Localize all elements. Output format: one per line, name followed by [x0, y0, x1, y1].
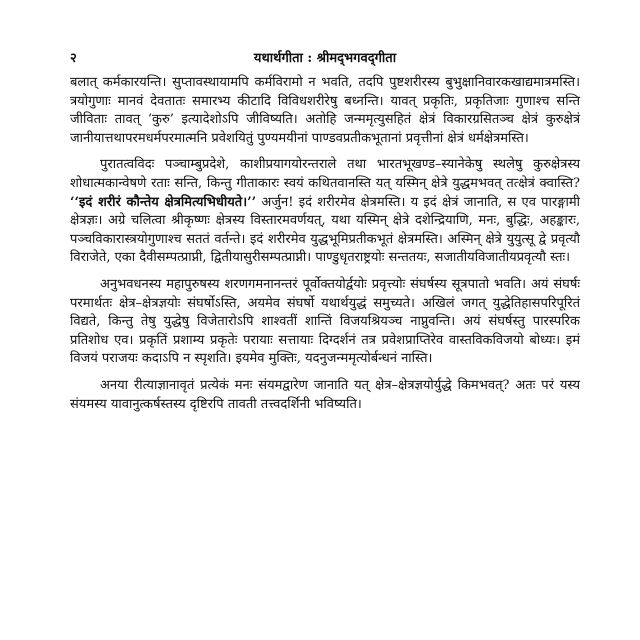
page-number: २ [70, 51, 77, 66]
paragraph [70, 156, 580, 268]
gita-quote: ‘‘इदं शरीरं कौन्तेय क्षेत्रमित्यभिधीयते।’’ [70, 194, 257, 210]
running-head [70, 48, 580, 72]
paragraph [70, 74, 580, 148]
paragraph [70, 276, 580, 369]
header-title: यथार्थगीता : श्रीमद्‌भगवद्‌गीता [253, 51, 397, 66]
paragraph-text: अर्जुन! इदं शरीरमेव क्षेत्रमस्ति। य इदं क्षेत्रं जानाति, स एव पारङ्गामी क्षेत्रज्ञः। अग्रे चलित्वा श्रीकृष्णः क्षेत्रस्य विस्तारमवर्णयत्, यथा यस्मिन् क्षेत्रे दशेन्द्रियाणि, मनः, बुद्धिः, अहङ्कारः, पञ्चविकारास्त्रयोगुणाश्च सततं वर्तन्ते। इदं शरीरमेव युद्धभूमिप्रतीकभूतं क्षेत्रमस्ति। अस्मिन् क्षेत्रे युयुत्सू द्वे प्रवृत्यौ विराजेते, एका दैवीसम्पत्प्राप्नी, द्वितीयासुरीसम्पत्प्राप्नी। पाण्डुधृतराष्ट्रयोः सन्ततयः, सजातीयविजातीयप्रवृत्यौ स्तः। [70, 194, 580, 266]
paragraph-text: बलात् कर्मकारयन्ति। सुप्तावस्थायामपि कर्मविरामो न भवति, तदपि पुष्टशरीरस्य बुभुक्षानिवारकखाद्यमात्रमस्ति। त्रयोगुणाः मानवं देवतातः समारभ्य कीटादि विविधशरीरेषु बध्नन्ति। यावत् प्रकृतिः, प्रकृतिजाः गुणाश्च सन्ति जीविताः तावत् ‘कुरु’ इत्यादेशोऽपि जीविष्यति। अतोहि जन्ममृत्युसहितं क्षेत्रं विकारग्रसितञ्च क्षेत्रं कुरुक्षेत्रं जानीयात्तथापरमधर्मपरमात्मनि प्रवेशयितुं पुण्यमयीनां पाण्डवप्रतीकभूतानां प्रवृत्तीनां क्षेत्रं धर्मक्षेत्रमस्ति। [70, 75, 580, 146]
body-text [70, 74, 580, 414]
paragraph [70, 377, 580, 414]
paragraph-text: पुरातत्वविदः पञ्चाम्बुप्रदेशे, काशीप्रयागयोरन्तराले तथा भारतभूखण्ड–स्यानेकेषु स्थलेषु कुरुक्षेत्रस्य शोधात्मकान्वेषणे रताः सन्ति, किन्तु गीताकारः स्वयं कथितवानस्ति यत् यस्मिन् क्षेत्रे युद्धमभवत् तत्क्षेत्रं क्वास्ति? [70, 157, 580, 191]
paragraph-text: अनुभवधनस्य महापुरुषस्य शरणगमनानन्तरं पूर्वोक्तयोर्द्वयोः प्रवृत्त्योः संघर्षस्य सूत्रपातो भवति। अयं संघर्षः परमार्थतः क्षेत्र–क्षेत्रज्ञयोः संघर्षोऽस्ति, अयमेव संघर्षो यथार्थयुद्धं समुच्यते। अखिलं जगत् युद्धेतिहासपरिपूरितं विद्यते, किन्तु तेषु युद्धेषु विजेतारोऽपि शाश्वतीं शान्तिं विजयश्रियञ्च नाप्नुवन्ति। अयं संघर्षस्तु पारस्परिक प्रतिशोध एव। प्रकृतिं प्रशाम्य प्रकृतेः परायाः सत्तायाः दिग्दर्शनं तत्र प्रवेशप्राप्तिरेव वास्तविकविजयो बोध्यः। इमं विजयं पराजयः कदाऽपि न स्पृशति। इयमेव मुक्तिः, यदनुजन्ममृत्योर्बन्धनं नास्ति। [70, 276, 580, 367]
paragraph-text: अनया रीत्याज्ञानावृतं प्रत्येकं मनः संयमद्वारेण जानाति यत् क्षेत्र–क्षेत्रज्ञयोर्युद्धे किमभवत्? अतः परं यस्य संयमस्य यावानुत्कर्षस्तस्य दृष्टिरपि तावती तत्त्वदर्शिनी भविष्यति। [70, 377, 580, 412]
